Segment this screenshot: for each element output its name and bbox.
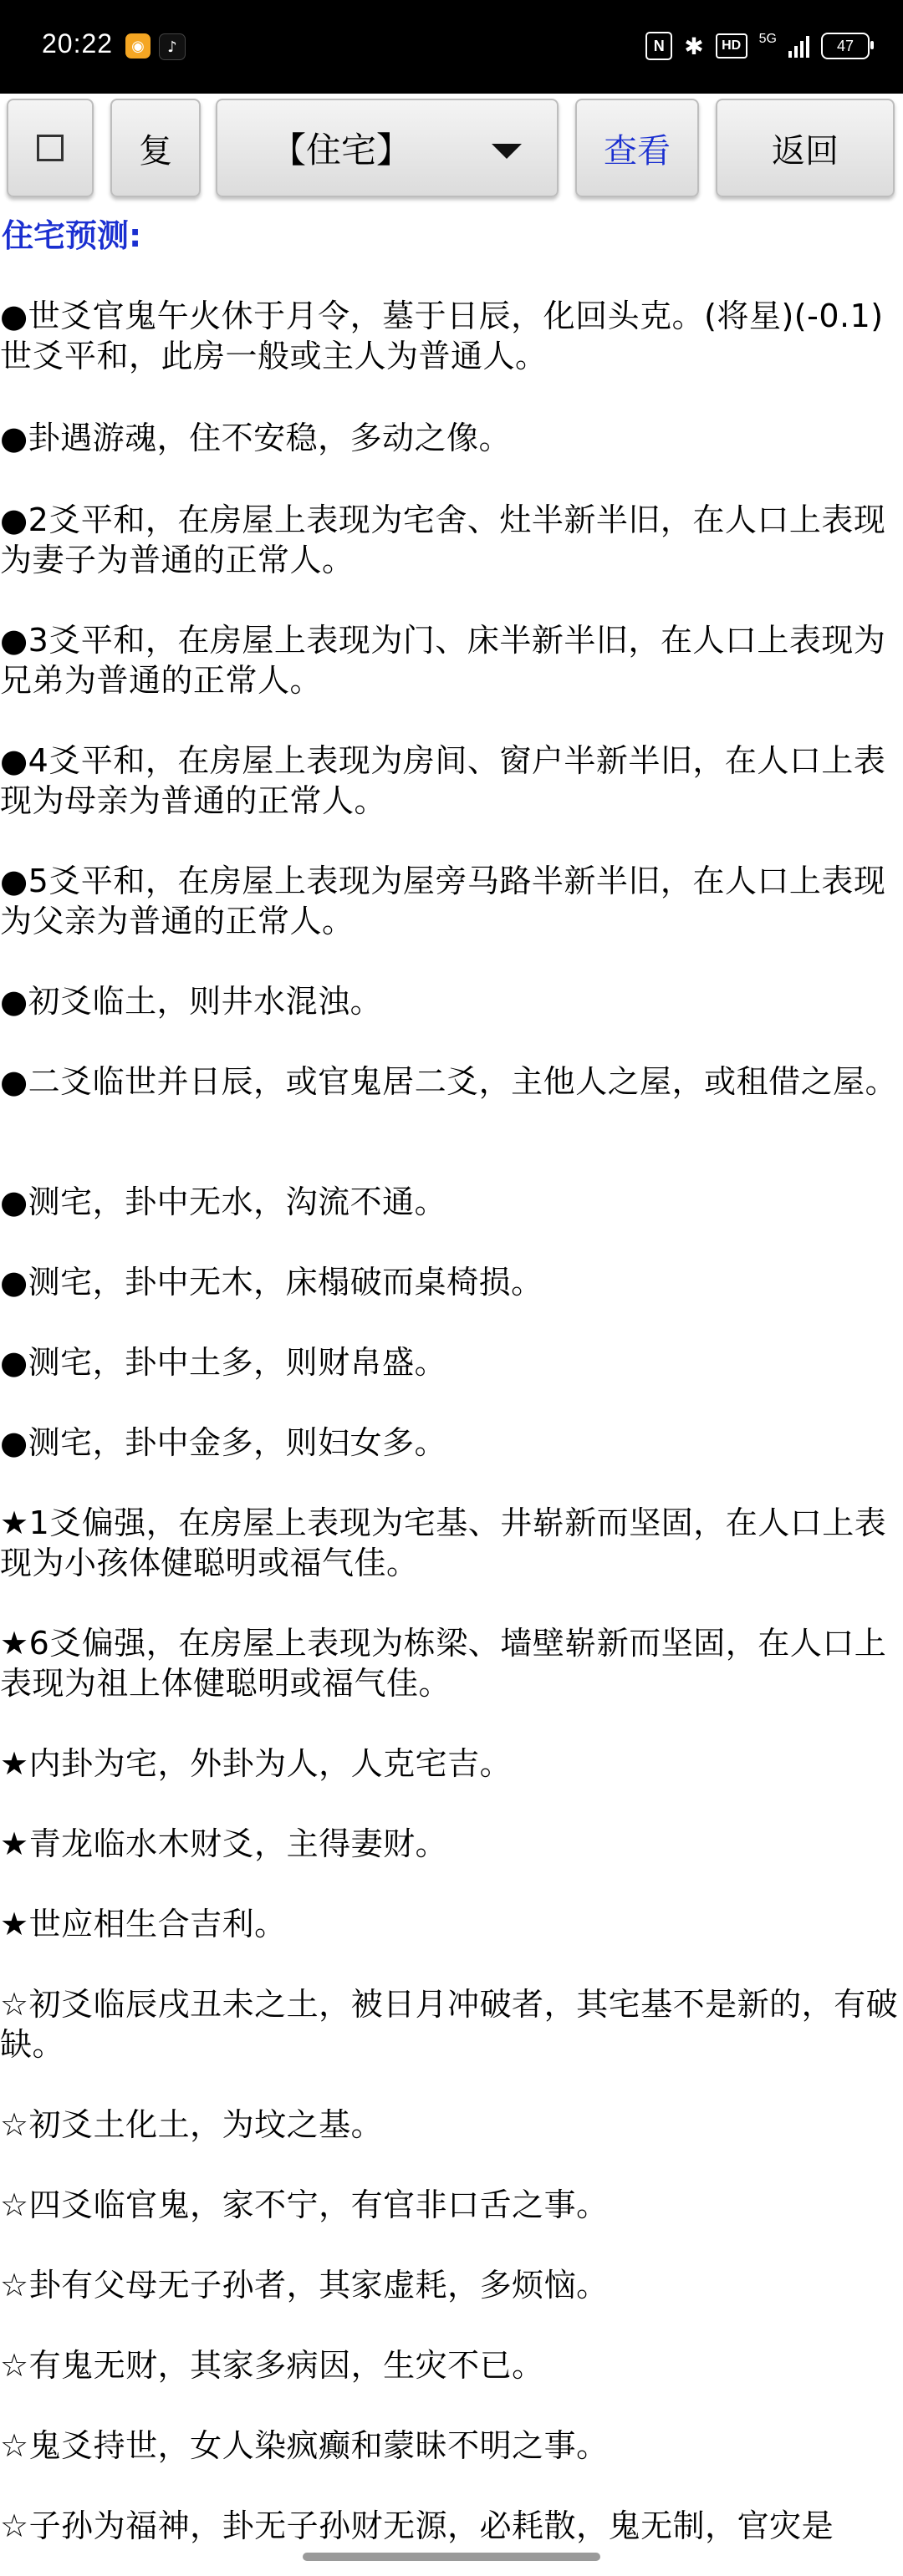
paragraph: ★世应相生合吉利。 (0, 1906, 287, 1942)
category-select[interactable] (216, 99, 559, 197)
paragraph: ☆初爻临辰戌丑未之土，被日月冲破者，其宅基不是新的，有破缺。 (0, 1986, 899, 2063)
toolbar (0, 94, 903, 204)
paragraph: ☆初爻土化土，为坟之基。 (0, 2106, 384, 2143)
paragraph: ●2爻平和，在房屋上表现为宅舍、灶半新半旧，在人口上表现为妻子为普通的正常人。 (0, 501, 886, 578)
paragraph: ☆卦有父母无子孙者，其家虚耗，多烦恼。 (0, 2267, 609, 2304)
paragraph: ●卦遇游魂，住不安稳，多动之像。 (0, 420, 512, 456)
paragraph: ●3爻平和，在房屋上表现为门、床半新半旧，在人口上表现为兄弟为普通的正常人。 (0, 622, 886, 699)
network-type-icon: 5G (758, 32, 777, 46)
square-icon (37, 135, 64, 161)
status-icons (645, 32, 870, 60)
paragraph: ●测宅，卦中金多，则妇女多。 (0, 1424, 447, 1461)
paragraph: ●二爻临世并日辰，或官鬼居二爻，主他人之屋，或租借之屋。 (0, 1063, 898, 1100)
signal-icon (788, 34, 809, 58)
paragraph: ☆鬼爻持世，女人染疯癫和蒙昧不明之事。 (0, 2427, 609, 2464)
chevron-down-icon (492, 144, 522, 159)
paragraph: ★青龙临水木财爻，主得妻财。 (0, 1825, 448, 1862)
paragraph: ☆有鬼无财，其家多病因，生灾不已。 (0, 2347, 544, 2384)
view-button[interactable]: 查看 (575, 99, 699, 197)
bluetooth-icon: ✱ (684, 33, 704, 59)
paragraph: ●4爻平和，在房屋上表现为房间、窗户半新半旧，在人口上表现为母亲为普通的正常人。 (0, 742, 886, 819)
back-button[interactable]: 返回 (716, 99, 895, 197)
hd-voice-icon: HD (716, 33, 747, 59)
home-indicator[interactable] (303, 2553, 600, 2561)
app-notification-icon: ◉ (125, 33, 150, 59)
tiktok-notification-icon: ♪ (159, 33, 186, 60)
status-time: 20:22 (42, 28, 114, 59)
section-title: 住宅预测: (2, 217, 142, 254)
fu-button[interactable]: 复 (110, 99, 201, 197)
category-select-value: 【住宅】 (271, 130, 412, 171)
checkbox-button[interactable] (7, 99, 94, 197)
paragraph: ★1爻偏强，在房屋上表现为宅基、井崭新而坚固，在人口上表现为小孩体健聪明或福气佳。 (0, 1504, 887, 1581)
paragraph: ☆四爻临官鬼，家不宁，有官非口舌之事。 (0, 2187, 609, 2223)
paragraph: ★6爻偏强，在房屋上表现为栋梁、墙壁崭新而坚固，在人口上表现为祖上体健聪明或福气佳。 (0, 1625, 887, 1702)
paragraph: ●测宅，卦中无水，沟流不通。 (0, 1184, 447, 1220)
paragraph: ●测宅，卦中土多，则财帛盛。 (0, 1344, 447, 1381)
paragraph: ●世爻官鬼午火休于月令，墓于日辰，化回头克。(将星)(-0.1)世爻平和，此房一般或主人为普通人。 (0, 298, 884, 374)
paragraph: ●测宅，卦中无木，床榻破而桌椅损。 (0, 1264, 543, 1301)
battery-icon: 47 (821, 33, 870, 59)
paragraph: ●初爻临土，则井水混浊。 (0, 983, 383, 1020)
paragraph: ☆子孙为福神，卦无子孙财无源，必耗散，鬼无制，官灾是 (0, 2507, 834, 2544)
nfc-icon: N (645, 32, 672, 60)
status-bar (0, 0, 903, 94)
paragraph: ●5爻平和，在房屋上表现为屋旁马路半新半旧，在人口上表现为父亲为普通的正常人。 (0, 863, 886, 939)
paragraph: ★内卦为宅，外卦为人，人克宅吉。 (0, 1745, 513, 1782)
